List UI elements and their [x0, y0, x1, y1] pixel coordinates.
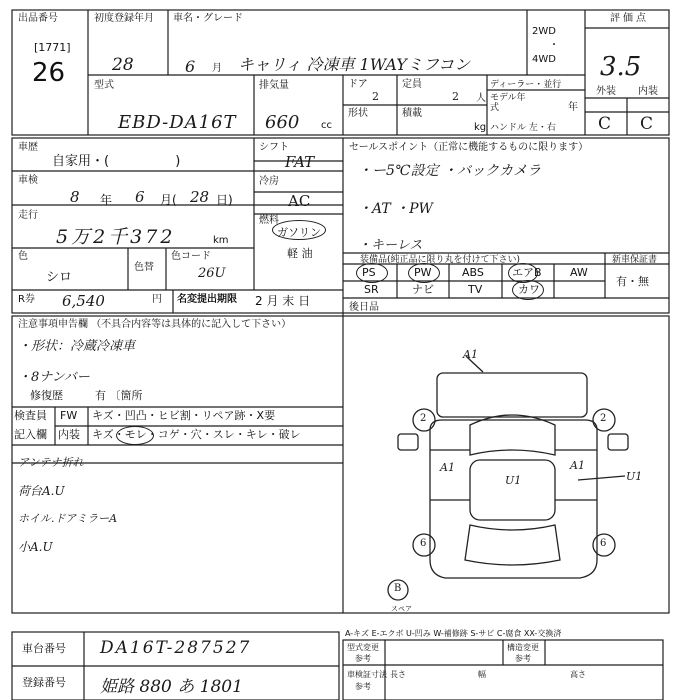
history-value: 自家用・( ): [52, 154, 181, 169]
first-registration-month: 6: [185, 57, 196, 76]
history-label: 車歴: [18, 142, 38, 153]
drive-4wd: 4WD: [532, 54, 556, 65]
interior-label: 内装: [638, 86, 658, 97]
transfer-deadline-label: 名変提出期限: [177, 294, 237, 305]
km-unit: km: [213, 235, 229, 246]
plate-label: 登録番号: [22, 676, 66, 689]
damage-mark-left: A1: [440, 461, 455, 474]
score-label: 評価点: [610, 13, 649, 24]
color-code-value: 26U: [198, 266, 226, 281]
drive-2wd: 2WD: [532, 26, 556, 37]
inspection-day: 28: [190, 188, 210, 206]
equip-ps-circle: [356, 263, 388, 283]
actual-size-label: 車検証寸法: [347, 670, 387, 679]
recycle-label: R券: [18, 294, 35, 305]
capacity-label: 定員: [402, 79, 422, 90]
door-value: 2: [372, 90, 379, 103]
fuel-label: 燃料: [259, 215, 279, 226]
remark-2: 荷台A.U: [18, 484, 65, 498]
inspection-day-char: 日): [216, 193, 233, 207]
model-name: キャリィ 冷凍車 1WAYミフコン: [238, 55, 471, 74]
height-label: 高さ: [570, 670, 586, 679]
sales-point-2: ・AT ・PW: [358, 201, 433, 217]
equip-abs: ABS: [462, 266, 484, 279]
recycle-value: 6,540: [62, 292, 105, 310]
damage-mark-side-note: U1: [626, 470, 643, 483]
fuel-gasoline: ガソリン: [277, 226, 321, 239]
mileage-label: 走行: [18, 210, 38, 221]
notes-title: 注意事項申告欄 （不具合内容等は具体的に記入して下さい）: [18, 319, 292, 330]
kg-unit: kg: [474, 122, 487, 133]
load-label: 積載: [402, 108, 422, 119]
equip-leather-circle: [512, 280, 544, 300]
chassis-label: 車台番号: [22, 642, 66, 655]
new-car-warranty-value: 有・無: [616, 275, 649, 288]
damage-mark-right: A1: [570, 459, 585, 472]
form-change-label: 型式変更: [347, 643, 379, 652]
interior-check-items: キズ・モレ・コゲ・穴・スレ・キレ・破レ: [92, 428, 301, 441]
displacement-label: 排気量: [259, 80, 289, 91]
inspector-label-bottom: 記入欄: [14, 428, 47, 441]
mileage-value: 5万2千372: [56, 226, 176, 248]
shift-value: FAT: [285, 153, 315, 171]
inspector-label-top: 検査員: [14, 409, 47, 422]
damage-mark-bed: U1: [505, 474, 522, 487]
dealer-label: ディーラー・並行: [490, 80, 562, 90]
equip-ps: PS: [362, 266, 376, 279]
inspection-year: 8: [70, 188, 80, 206]
sales-point-1: ・ー5℃設定 ・バックカメラ: [358, 163, 542, 179]
new-car-warranty-label: 新車保証書: [612, 255, 658, 265]
equipment-title: 装備品(純正品に限り丸を付けて下さい): [360, 255, 521, 265]
overall-score: 3.5: [600, 52, 642, 82]
inspection-month-char: 月(: [160, 193, 177, 207]
shift-label: シフト: [259, 142, 289, 153]
spare-tire-mark: B: [394, 583, 402, 594]
lot-code: [1771]: [34, 41, 71, 54]
fw-label: FW: [60, 409, 78, 422]
remark-1: アンテナ折れ: [18, 456, 84, 469]
equip-aw: AW: [570, 266, 588, 279]
notes-line-1: ・形状：冷蔵冷凍車: [18, 339, 136, 354]
color-code-label: 色コード: [171, 251, 211, 262]
yen-unit: 円: [152, 294, 162, 305]
cc-unit: cc: [321, 120, 332, 131]
month-unit: 月: [212, 63, 222, 74]
damage-mark-roof: A1: [463, 348, 478, 361]
fuel-light-oil: 軽 油: [287, 247, 313, 260]
chassis-number: DA16T-287527: [100, 638, 252, 658]
remark-3: ホイル.ドアミラーA: [18, 512, 118, 525]
door-label: ドア: [348, 79, 368, 90]
tire-mark-rear-right: 6: [600, 538, 607, 549]
fuel-selected-circle: [272, 220, 326, 240]
damage-legend: A-キズ E-エクボ U-凹み W-補修跡 S-サビ C-腐食 XX-交換済: [345, 629, 562, 638]
lot-number-label: 出品番号: [18, 13, 58, 24]
capacity-unit: 人: [476, 93, 486, 104]
actual-size-ref: 参考: [355, 682, 371, 691]
drive-dot: ・: [549, 40, 559, 51]
fw-items: キズ・凹凸・ヒビ割・リペア跡・X要: [92, 409, 276, 422]
equip-leather: カワ: [518, 283, 540, 296]
equip-sr: SR: [364, 283, 379, 296]
shape-label: 形状: [348, 108, 368, 119]
length-label: 長さ: [390, 670, 406, 679]
ac-value: AC: [288, 192, 311, 210]
form-change-ref: 参考: [355, 654, 371, 663]
repair-history-label: 修復歴: [30, 389, 63, 402]
notes-line-2: ・8ナンバー: [18, 370, 90, 385]
interior-check-label: 内装: [58, 428, 80, 441]
tire-mark-front-right: 2: [600, 413, 607, 424]
structure-change-ref: 参考: [515, 654, 531, 663]
width-label: 幅: [478, 670, 486, 679]
lot-number: 26: [32, 58, 66, 88]
type-label: 型式: [94, 80, 114, 91]
inspection-label: 車検: [18, 175, 38, 186]
color-label: 色: [18, 251, 28, 262]
plate-number: 姫路 880 あ 1801: [100, 677, 243, 697]
color-value: シロ: [46, 270, 73, 285]
exterior-grade: C: [598, 114, 612, 134]
ac-label: 冷房: [259, 176, 279, 187]
tire-mark-rear-left: 6: [420, 538, 427, 549]
interior-check-circle: [116, 426, 154, 445]
equip-navi: ナビ: [412, 283, 434, 296]
transfer-deadline-value: 2 月 末 日: [255, 294, 311, 308]
interior-grade: C: [640, 114, 654, 134]
equip-airbag: エアB: [512, 266, 542, 279]
model-year-label: モデル年式: [490, 93, 526, 113]
inspection-month: 6: [135, 188, 145, 206]
inspection-year-char: 年: [100, 193, 113, 207]
spare-label: スペア: [391, 605, 412, 613]
sales-point-3: ・キーレス: [358, 238, 423, 253]
sales-points-title: セールスポイント（正常に機能するものに限ります）: [349, 142, 589, 153]
year-unit: 年: [568, 102, 578, 113]
capacity-value: 2: [452, 90, 459, 103]
tire-mark-front-left: 2: [420, 413, 427, 424]
type-value: EBD-DA16T: [118, 112, 237, 133]
post-install-label: 後日品: [349, 302, 379, 313]
color-change-label: 色替: [134, 262, 154, 273]
equip-pw: PW: [414, 266, 432, 279]
first-registration-label: 初度登録年月: [94, 13, 154, 24]
structure-change-label: 構造変更: [507, 643, 539, 652]
first-registration-year: 28: [112, 55, 134, 75]
equip-pw-circle: [408, 263, 440, 283]
handle-label: ハンドル 左・右: [490, 123, 556, 133]
remark-4: 小A.U: [18, 540, 53, 554]
equip-tv: TV: [468, 283, 483, 296]
exterior-label: 外装: [596, 86, 616, 97]
displacement-value: 660: [265, 112, 300, 133]
model-grade-label: 車名・グレード: [173, 13, 243, 24]
repair-history-value: 有 〔箇所: [95, 389, 143, 402]
